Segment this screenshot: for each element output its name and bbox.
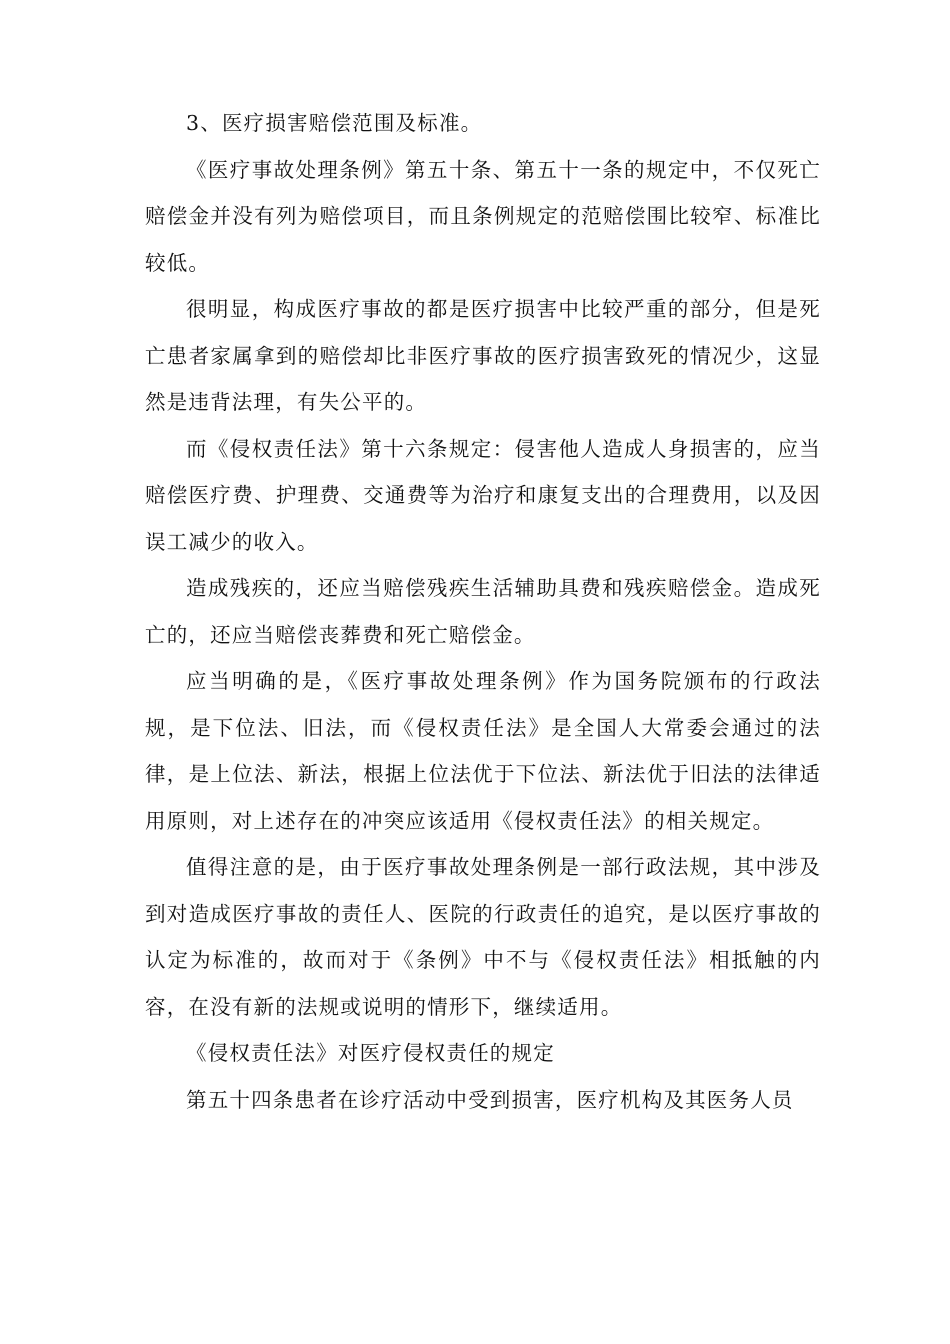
paragraph-unfairness: 很明显，构成医疗事故的都是医疗损害中比较严重的部分，但是死亡患者家属拿到的赔偿却比非医疗事故的医疗损害致死的情况少，这显然是违背法理，有失公平的。 [145,297,821,414]
paragraph-tort-law-article-16: 而《侵权责任法》第十六条规定：侵害他人造成人身损害的，应当赔偿医疗费、护理费、交通费等为治疗和康复支出的合理费用，以及因误工减少的收入。 [145,436,821,554]
document-body [145,100,821,1123]
paragraph-disability-death-compensation: 造成残疾的，还应当赔偿残疾生活辅助具费和残疾赔偿金。造成死亡的，还应当赔偿丧葬费和死亡赔偿金。 [145,576,821,647]
section-heading-compensation-scope: 3、医疗损害赔偿范围及标准。 [186,111,483,135]
section-heading-tort-law-provisions: 《侵权责任法》对医疗侵权责任的规定 [186,1041,555,1065]
paragraph-continued-application: 值得注意的是，由于医疗事故处理条例是一部行政法规，其中涉及到对造成医疗事故的责任人、医院的行政责任的追究，是以医疗事故的认定为标准的，故而对于《条例》中不与《侵权责任法》相抵触的内容，在没有新的法规或说明的情形下，继续适用。 [145,855,821,1019]
paragraph-article-54: 第五十四条患者在诊疗活动中受到损害，医疗机构及其医务人员 [186,1087,794,1112]
paragraph-regulation-articles: 《医疗事故处理条例》第五十条、第五十一条的规定中，不仅死亡赔偿金并没有列为赔偿项目，而且条例规定的范赔偿围比较窄、标准比较低。 [145,157,821,275]
paragraph-law-hierarchy: 应当明确的是，《医疗事故处理条例》作为国务院颁布的行政法规，是下位法、旧法，而《侵权责任法》是全国人大常委会通过的法律，是上位法、新法，根据上位法优于下位法、新法优于旧法的法律适用原则，对上述存在的冲突应该适用《侵权责任法》的相关规定。 [145,669,821,833]
